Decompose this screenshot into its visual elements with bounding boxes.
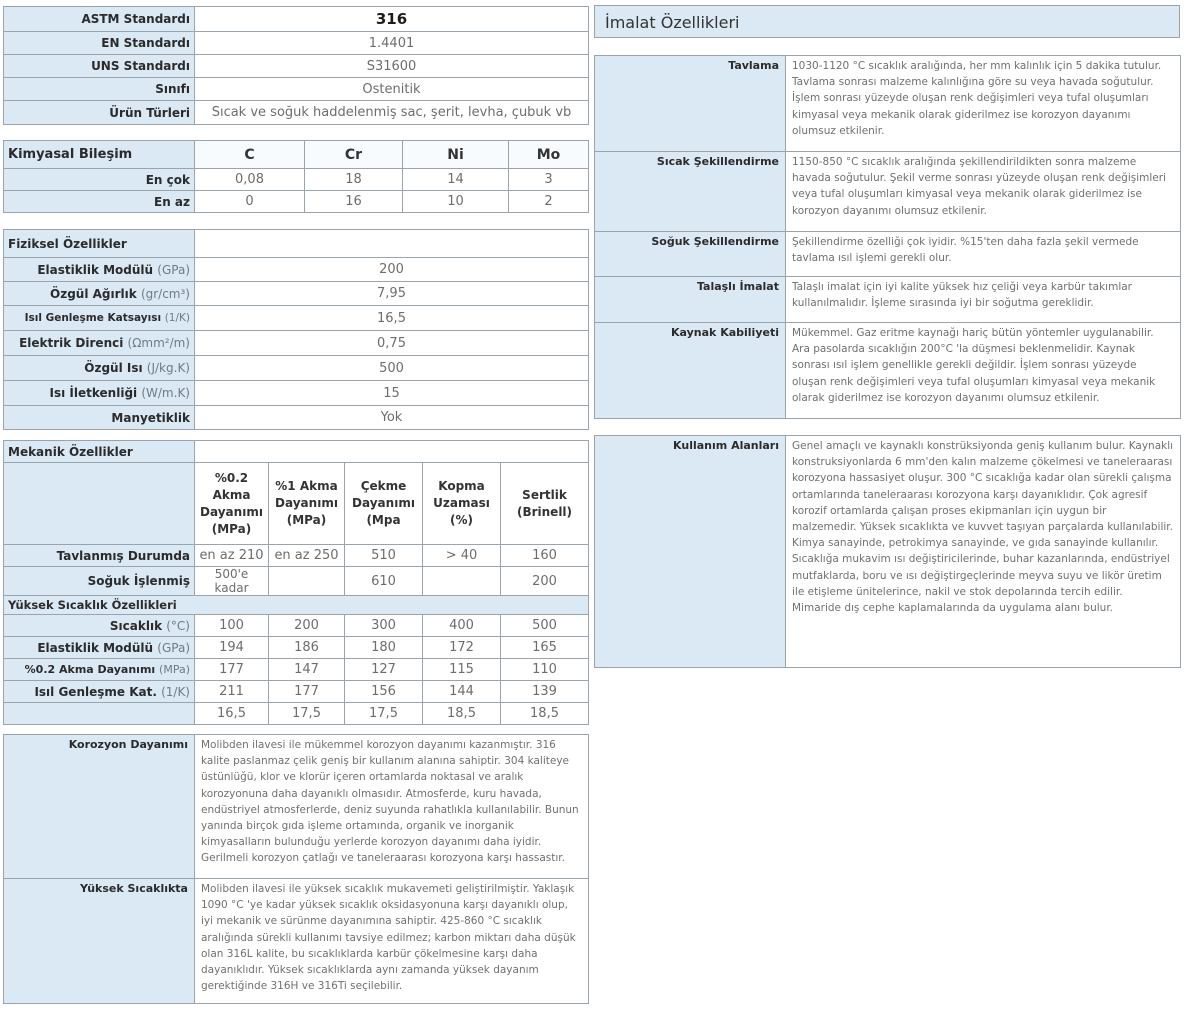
min-c: 0 (195, 191, 305, 213)
mech-value (423, 567, 501, 596)
phys-unit: (gr/cm³) (140, 286, 190, 301)
ht-value: 186 (269, 637, 345, 659)
ht-row (4, 681, 589, 703)
mech-value: 160 (501, 545, 589, 567)
ht-label: Elastiklik Modülü (37, 640, 154, 655)
ht-value: 139 (501, 681, 589, 703)
physical-row (4, 331, 589, 356)
mech-value: 610 (345, 567, 423, 596)
corrosion-row (4, 879, 589, 1004)
min-mo: 2 (509, 191, 589, 213)
ht-value: 17,5 (269, 703, 345, 725)
fab-text: Talaşlı imalat için iyi kalite yüksek hız çeliği veya karbür takımlar kullanılmalıdır. İşleme sırasında iyi bir soğutma gereklidir. (786, 277, 1181, 323)
chemical-row (4, 191, 589, 213)
temp-value: 400 (423, 615, 501, 637)
usage-text: Genel amaçlı ve kaynaklı konstrüksiyonda geniş kullanım bulur. Kaynaklı konstruksiyonlarda 6 mm'den kalın malzeme çökelmesi ve taneleraarası korozyona hassasiyet oluşur. 300 °C sıcaklığa kadar olan sürekli çalışma ortamlarında taneleraarası korozyona karşı dayanıklıdır. Çok agresif korozif ortamlarda çalışan proses ekipmanları için uygun bir malzemedir. Yüksek sıcaklıkta ve kuvvet taşıyan parçalarda kullanılabilir. (792, 440, 1174, 534)
fab-text: Şekillendirme özelliği çok iyidir. %15'ten daha fazla şekil vermede tavlama ısıl işlemi gerekli olur. (786, 232, 1181, 277)
phys-unit: (W/m.K) (141, 386, 190, 400)
physical-header-row (4, 230, 589, 258)
ht-value: 194 (195, 637, 269, 659)
ht-label: %0.2 Akma Dayanımı (24, 663, 156, 676)
ht-value: 127 (345, 659, 423, 681)
phys-label: Isıl Genleşme Katsayısı (24, 312, 162, 324)
phys-value: 500 (195, 356, 589, 381)
ht-value: 17,5 (345, 703, 423, 725)
ht-value: 18,5 (423, 703, 501, 725)
chemical-row (4, 169, 589, 191)
temp-value: 500 (501, 615, 589, 637)
physical-row (4, 282, 589, 306)
ht-value: 144 (423, 681, 501, 703)
max-label: En çok (4, 169, 195, 191)
high-temp-title: Yüksek Sıcaklık Özellikleri (4, 596, 589, 615)
mechanical-title: Mekanik Özellikler (4, 441, 195, 463)
max-mo: 3 (509, 169, 589, 191)
mech-value: en az 250 (269, 545, 345, 567)
mech-header: Sertlik (Brinell) (501, 463, 589, 545)
temp-label: Sıcaklık (109, 618, 163, 633)
ht-value: 147 (269, 659, 345, 681)
fab-text: Mükemmel. Gaz eritme kaynağı hariç bütün yöntemler uygulanabilir. Ara pasolarda sıcaklığın 200°C 'la düşmesi beklenmelidir. Kaynak sonrası ısıl işlem genellikle gerekli değildir. İşlem sonrası yüzeyde oluşan renk değişimleri veya tufal oluşumları kimyasal veya mekanik olarak giderilmez ise korozyon dayanımı olumsuz etkilenir. (786, 323, 1181, 419)
mech-row (4, 567, 589, 596)
fab-label: Tavlama (595, 56, 786, 152)
physical-title: Fiziksel Özellikler (4, 230, 195, 258)
phys-unit: (J/kg.K) (146, 361, 190, 375)
element-cr: Cr (305, 141, 403, 169)
element-mo: Mo (509, 141, 589, 169)
temp-value: 200 (269, 615, 345, 637)
phys-unit: (GPa) (157, 262, 190, 277)
phys-value: Yok (195, 406, 589, 430)
corrosion-table (3, 734, 589, 1004)
max-ni: 14 (403, 169, 509, 191)
phys-label: Özgül Isı (84, 361, 143, 375)
phys-label: Elastiklik Modülü (37, 262, 154, 277)
phys-label: Manyetiklik (111, 410, 190, 425)
ht-row (4, 659, 589, 681)
ht-value: 165 (501, 637, 589, 659)
phys-value: 0,75 (195, 331, 589, 356)
products-value: Sıcak ve soğuk haddelenmiş sac, şerit, levha, çubuk vb (195, 101, 589, 125)
mech-value: 510 (345, 545, 423, 567)
temp-value: 100 (195, 615, 269, 637)
phys-value: 7,95 (195, 282, 589, 306)
phys-label: Özgül Ağırlık (50, 286, 137, 301)
corrosion-text: Molibden ilavesi ile mükemmel korozyon dayanımı kazanmıştır. 316 kalite paslanmaz çelik geniş bir kullanım alanına sahiptir. 304 kaliteye üstünlüğü, klor ve klorür içeren ortamlarda noktasal ve aralık korozyonuna daha dayanıklı olmasıdır. Atmosferde, kuru havada, endüstriyel atmosferlerde, deniz suyunda rahatlıkla kullanılabilir. Bunun yanında birçok gıda işleme ortamında, organik ve inorganik kimyasalların bulunduğu yerlerde korozyon dayanımı daha iyidir. Gerilmeli korozyon çatlağı ve taneleraarası korozyona karşı hassastır. (195, 735, 589, 879)
physical-row (4, 381, 589, 406)
uns-label: UNS Standardı (4, 55, 195, 78)
class-label: Sınıfı (4, 78, 195, 101)
temp-value: 300 (345, 615, 423, 637)
standard-row (4, 101, 589, 125)
phys-unit: (Ωmm²/m) (127, 336, 190, 350)
phys-label: Isı İletkenliği (49, 386, 138, 400)
standard-row (4, 55, 589, 78)
ht-row (4, 703, 589, 725)
usage-text-2: Kimya sanayinde, petrokimya sanayinde, ve gıda sanayinde kullanılır. Sıcaklığa mukavim ısı değiştiricilerinde, buhar kazanlarında, endüstriyel mutfaklarda, boru ve ısı değiştirgeçlerinde meyva suyu ve likör üretim ile etişleme ünitelerince, nakil ve stok depolarında tercih edilir. Mimaride dış cephe kaplamalarında da uygulama alanı bulur. (792, 537, 1170, 615)
fab-row (595, 232, 1181, 277)
mech-value: en az 210 (195, 545, 269, 567)
chemical-title: Kimyasal Bileşim (4, 141, 195, 169)
phys-value: 16,5 (195, 306, 589, 331)
mechanical-title-row (4, 441, 589, 463)
element-c: C (195, 141, 305, 169)
fab-label: Talaşlı İmalat (595, 277, 786, 323)
standard-row (4, 78, 589, 101)
chemical-header-row (4, 141, 589, 169)
mechanical-table (3, 440, 589, 725)
corrosion-label: Korozyon Dayanımı (4, 735, 195, 879)
max-c: 0,08 (195, 169, 305, 191)
ht-value: 177 (195, 659, 269, 681)
ht-unit: (GPa) (157, 640, 190, 655)
ht-unit: (MPa) (159, 663, 190, 676)
physical-row (4, 306, 589, 331)
phys-value: 15 (195, 381, 589, 406)
phys-label: Elektrik Direnci (19, 336, 124, 350)
mech-label: Tavlanmış Durumda (4, 545, 195, 567)
mech-label: Soğuk İşlenmiş (4, 567, 195, 596)
max-cr: 18 (305, 169, 403, 191)
fab-label: Sıcak Şekillendirme (595, 152, 786, 232)
fab-label: Kaynak Kabiliyeti (595, 323, 786, 419)
standards-table (3, 6, 589, 125)
mech-row (4, 545, 589, 567)
ht-value: 177 (269, 681, 345, 703)
min-ni: 10 (403, 191, 509, 213)
high-temp-text: Molibden ilavesi ile yüksek sıcaklık mukavemeti geliştirilmiştir. Yaklaşık 1090 °C 'ye kadar yüksek sıcaklık oksidasyonuna karşı dayanıklı olup, iyi mekanik ve sürünme dayanımına sahiptir. 425-860 °C sıcaklık aralığında sürekli kullanımı tavsiye edilmez; karbon miktarı daha düşük olan 316L kalite, bu sıcaklıklarda karbür çökelmesine karşı daha dayanıklıdır. Yüksek sıcaklıklarda aynı zamanda yüksek dayanım gerektiğinde 316H ve 316Ti seçilebilir. (195, 879, 589, 1004)
chemical-table (3, 140, 589, 213)
fab-text: 1030-1120 °C sıcaklık aralığında, her mm kalınlık için 5 dakika tutulur. Tavlama sonrası malzeme kalınlığına göre su veya havada soğutulur. İşlem sonrası yüzeyde oluşan renk değişimleri veya tufal oluşumları kimyasal veya mekanik olarak giderilmez ise korozyon dayanımı olumsuz etkilenir. (786, 56, 1181, 152)
ht-unit: (1/K) (161, 684, 190, 699)
temp-unit: (°C) (166, 618, 190, 633)
ht-value: 16,5 (195, 703, 269, 725)
fab-label: Soğuk Şekillendirme (595, 232, 786, 277)
phys-value: 200 (195, 258, 589, 282)
fab-row (595, 152, 1181, 232)
ht-value: 156 (345, 681, 423, 703)
fab-row (595, 323, 1181, 419)
ht-value: 172 (423, 637, 501, 659)
physical-row (4, 356, 589, 381)
mechanical-header-row (4, 463, 589, 545)
mech-value: 500'e kadar (195, 567, 269, 596)
standard-row (4, 7, 589, 32)
mech-value (269, 567, 345, 596)
fab-text: 1150-850 °C sıcaklık aralığında şekillendirildikten sonra malzeme havada soğutulur. Şekil verme sonrası yüzeyde oluşan renk değişimleri veya tufal oluşumları kimyasal veya mekanik olarak giderilmez ise korozyon dayanımı olumsuz etkilenir. (786, 152, 1181, 232)
ht-value: 115 (423, 659, 501, 681)
temp-row (4, 615, 589, 637)
astm-label: ASTM Standardı (4, 7, 195, 32)
mech-header: %1 Akma Dayanımı (MPa) (269, 463, 345, 545)
fab-row (595, 56, 1181, 152)
physical-row (4, 406, 589, 430)
mech-header: Çekme Dayanımı (Mpa (345, 463, 423, 545)
ht-value: 18,5 (501, 703, 589, 725)
en-value: 1.4401 (195, 32, 589, 55)
corrosion-row (4, 735, 589, 879)
mech-value: > 40 (423, 545, 501, 567)
mech-value: 200 (501, 567, 589, 596)
ht-row (4, 637, 589, 659)
element-ni: Ni (403, 141, 509, 169)
mech-header: Kopma Uzaması (%) (423, 463, 501, 545)
fabrication-title: İmalat Özellikleri (594, 5, 1180, 38)
fabrication-table (594, 55, 1181, 419)
high-temp-title-row (4, 596, 589, 615)
physical-table (3, 229, 589, 430)
ht-label: Isıl Genleşme Kat. (34, 684, 157, 699)
phys-unit: (1/K) (164, 312, 190, 324)
min-label: En az (4, 191, 195, 213)
uns-value: S31600 (195, 55, 589, 78)
ht-value: 110 (501, 659, 589, 681)
high-temp-label: Yüksek Sıcaklıkta (4, 879, 195, 1004)
class-value: Ostenitik (195, 78, 589, 101)
mech-header: %0.2 Akma Dayanımı (MPa) (195, 463, 269, 545)
min-cr: 16 (305, 191, 403, 213)
physical-row (4, 258, 589, 282)
products-label: Ürün Türleri (4, 101, 195, 125)
ht-value: 211 (195, 681, 269, 703)
ht-value: 180 (345, 637, 423, 659)
usage-row (595, 436, 1181, 668)
en-label: EN Standardı (4, 32, 195, 55)
usage-table (594, 435, 1181, 668)
astm-value: 316 (195, 7, 589, 32)
fab-row (595, 277, 1181, 323)
usage-label: Kullanım Alanları (595, 436, 786, 668)
standard-row (4, 32, 589, 55)
